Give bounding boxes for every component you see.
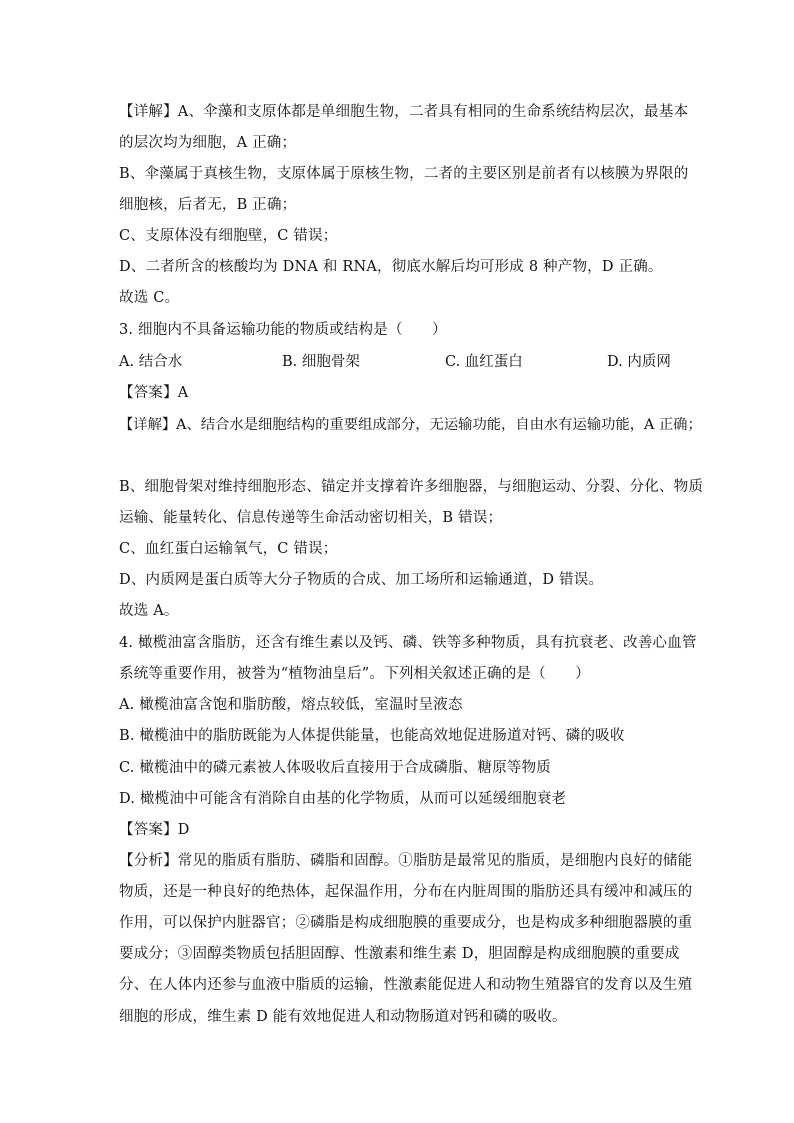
text-line: 故选 C。 — [119, 290, 180, 306]
q3-option-d: D. 内质网 — [607, 354, 671, 370]
text-line: C、支原体没有细胞壁，C 错误； — [119, 228, 338, 244]
q4-option-b: B. 橄榄油中的脂肪既能为人体提供能量，也能高效地促进肠道对钙、磷的吸收 — [119, 728, 625, 744]
q4-option-c: C. 橄榄油中的磷元素被人体吸收后直接用于合成磷脂、糖原等物质 — [119, 760, 551, 776]
answer-line: 【答案】A — [119, 385, 189, 401]
q4-option-d: D. 橄榄油中可能含有消除自由基的化学物质，从而可以延缓细胞衰老 — [119, 791, 567, 807]
text-line: 【详解】A、伞藻和支原体都是单细胞生物，二者具有相同的生命系统结构层次，最基本 — [119, 104, 689, 120]
text-line: 运输、能量转化、信息传递等生命活动密切相关，B 错误； — [119, 510, 503, 526]
text-line: 物质，还是一种良好的绝热体，起保温作用，分布在内脏周围的脂肪还具有缓冲和减压的 — [119, 884, 693, 900]
question-4-stem: 系统等重要作用，被誉为“植物油皇后”。下列相关叙述正确的是（ ） — [119, 666, 590, 682]
text-line: 分、在人体内还参与血液中脂质的运输，性激素能促进人和动物生殖器官的发育以及生殖 — [119, 977, 693, 993]
q3-option-b: B. 细胞骨架 — [282, 354, 360, 370]
question-4-stem: 4. 橄榄油富含脂肪，还含有维生素以及钙、磷、铁等多种物质，具有抗衰老、改善心血管 — [119, 635, 697, 651]
text-line: 故选 A。 — [119, 603, 179, 619]
question-3-stem: 3. 细胞内不具备运输功能的物质或结构是（ ） — [119, 322, 447, 338]
q3-option-a: A. 结合水 — [119, 354, 183, 370]
q3-option-c: C. 血红蛋白 — [445, 354, 523, 370]
text-line: 细胞核，后者无，B 正确； — [119, 197, 297, 213]
text-line: 【详解】A、结合水是细胞结构的重要组成部分，无运输功能，自由水有运输功能，A 正确； — [119, 417, 702, 433]
text-line: B、细胞骨架对维持细胞形态、锚定并支撑着许多细胞器，与细胞运动、分裂、分化、物质 — [119, 479, 704, 495]
q4-option-a: A. 橄榄油富含饱和脂肪酸，熔点较低，室温时呈液态 — [119, 697, 463, 713]
text-line: D、二者所含的核酸均为 DNA 和 RNA，彻底水解后均可形成 8 种产物，D 正确。 — [119, 259, 663, 275]
text-line: 要成分；③固醇类物质包括胆固醇、性激素和维生素 D，胆固醇是构成细胞膜的重要成 — [119, 946, 680, 962]
text-line: D、内质网是蛋白质等大分子物质的合成、加工场所和运输通道，D 错误。 — [119, 572, 604, 588]
text-line: 的层次均为细胞，A 正确； — [119, 135, 297, 151]
text-line: 【分析】常见的脂质有脂肪、磷脂和固醇。①脂肪是最常见的脂质，是细胞内良好的储能 — [119, 853, 693, 869]
text-line: C、血红蛋白运输氧气，C 错误； — [119, 541, 338, 557]
text-line: 细胞的形成，维生素 D 能有效地促进人和动物肠道对钙和磷的吸收。 — [119, 1009, 567, 1025]
text-line: 作用，可以保护内脏器官；②磷脂是构成细胞膜的重要成分，也是构成多种细胞器膜的重 — [119, 915, 693, 931]
answer-line: 【答案】D — [119, 822, 190, 838]
text-line: B、伞藻属于真核生物，支原体属于原核生物，二者的主要区别是前者有以核膜为界限的 — [119, 166, 689, 182]
